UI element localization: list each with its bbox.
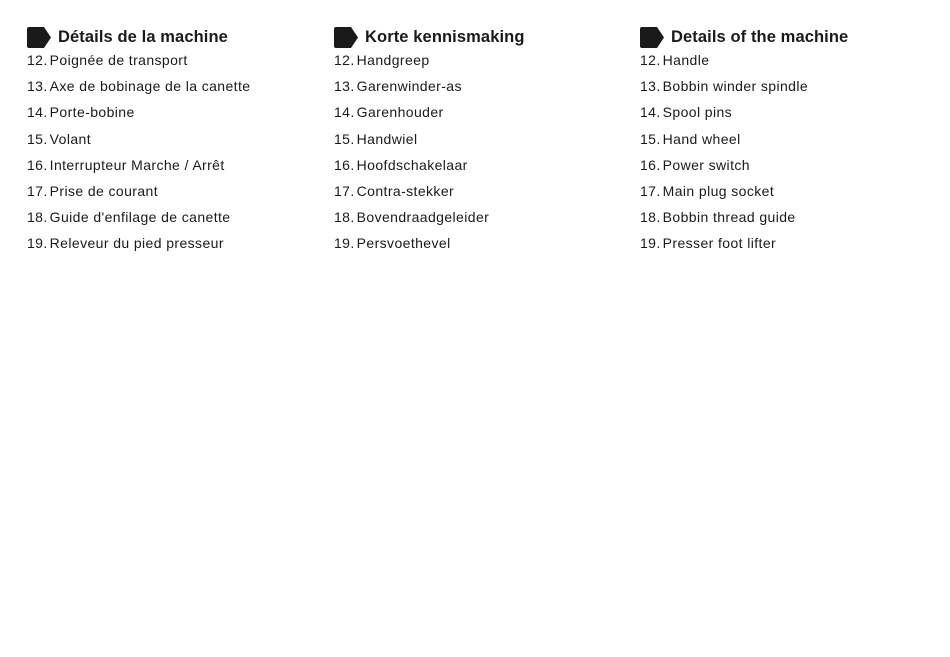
list-item [334,209,489,235]
list-item [27,131,250,157]
item-label: Poignée de transport [49,52,188,68]
item-number: 12. [334,52,355,68]
section-heading [640,26,930,48]
list-item [27,104,250,130]
pentagon-arrow-icon [640,27,664,48]
item-label: Handwiel [356,130,418,147]
column-dutch [334,26,624,252]
item-label: Presser foot lifter [662,235,777,252]
item-number: 15. [27,130,48,147]
section-title: Détails de la machine [58,27,228,46]
parts-list [27,52,250,262]
pentagon-arrow-icon [334,27,358,48]
list-item [640,131,808,157]
list-item [640,183,808,209]
item-number: 14. [334,104,355,121]
item-number: 13. [27,78,48,95]
list-item [334,78,489,104]
item-number: 19. [27,235,48,252]
list-item [27,235,250,261]
item-number: 12. [27,52,48,68]
item-label: Handgreep [356,52,430,68]
list-item [27,157,250,183]
item-label: Axe de bobinage de la canette [49,78,251,95]
item-label: Power switch [662,156,750,173]
list-item [640,78,808,104]
item-number: 15. [640,130,661,147]
item-label: Handle [662,52,710,68]
item-number: 17. [334,182,355,199]
item-label: Guide d'enfilage de canette [49,209,231,226]
list-item [334,157,489,183]
item-number: 18. [27,209,48,226]
item-number: 17. [640,182,661,199]
list-item [640,157,808,183]
item-number: 19. [334,235,355,252]
item-label: Hand wheel [662,130,741,147]
list-item [640,52,808,78]
parts-list [334,52,489,262]
item-number: 15. [334,130,355,147]
item-label: Contra-stekker [356,182,455,199]
list-item [640,235,808,261]
section-heading [27,26,317,48]
item-label: Releveur du pied presseur [49,235,224,252]
item-number: 16. [334,156,355,173]
item-label: Garenhouder [356,104,444,121]
section-title: Details of the machine [671,27,849,46]
pentagon-arrow-icon [27,27,51,48]
item-label: Hoofdschakelaar [356,156,468,173]
list-item [334,52,489,78]
list-item [27,78,250,104]
list-item [640,209,808,235]
list-item [334,104,489,130]
item-label: Porte-bobine [49,104,135,121]
item-label: Bobbin winder spindle [662,78,809,95]
list-item [334,183,489,209]
item-label: Persvoethevel [356,235,451,252]
item-number: 18. [640,209,661,226]
item-label: Main plug socket [662,182,775,199]
list-item [334,131,489,157]
item-number: 13. [640,78,661,95]
item-number: 12. [640,52,661,68]
item-label: Bobbin thread guide [662,209,796,226]
section-title: Korte kennismaking [365,27,525,46]
item-number: 19. [640,235,661,252]
list-item [27,209,250,235]
column-french [27,26,317,252]
list-item [27,183,250,209]
parts-list [640,52,808,262]
item-label: Spool pins [662,104,733,121]
column-english [640,26,930,252]
item-number: 17. [27,182,48,199]
item-number: 16. [640,156,661,173]
item-label: Interrupteur Marche / Arrêt [49,156,225,173]
item-number: 14. [27,104,48,121]
item-number: 13. [334,78,355,95]
list-item [27,52,250,78]
item-label: Volant [49,130,91,147]
section-heading [334,26,624,48]
item-number: 14. [640,104,661,121]
item-label: Prise de courant [49,182,159,199]
list-item [640,104,808,130]
item-number: 16. [27,156,48,173]
list-item [334,235,489,261]
item-label: Garenwinder-as [356,78,462,95]
item-number: 18. [334,209,355,226]
item-label: Bovendraadgeleider [356,209,490,226]
